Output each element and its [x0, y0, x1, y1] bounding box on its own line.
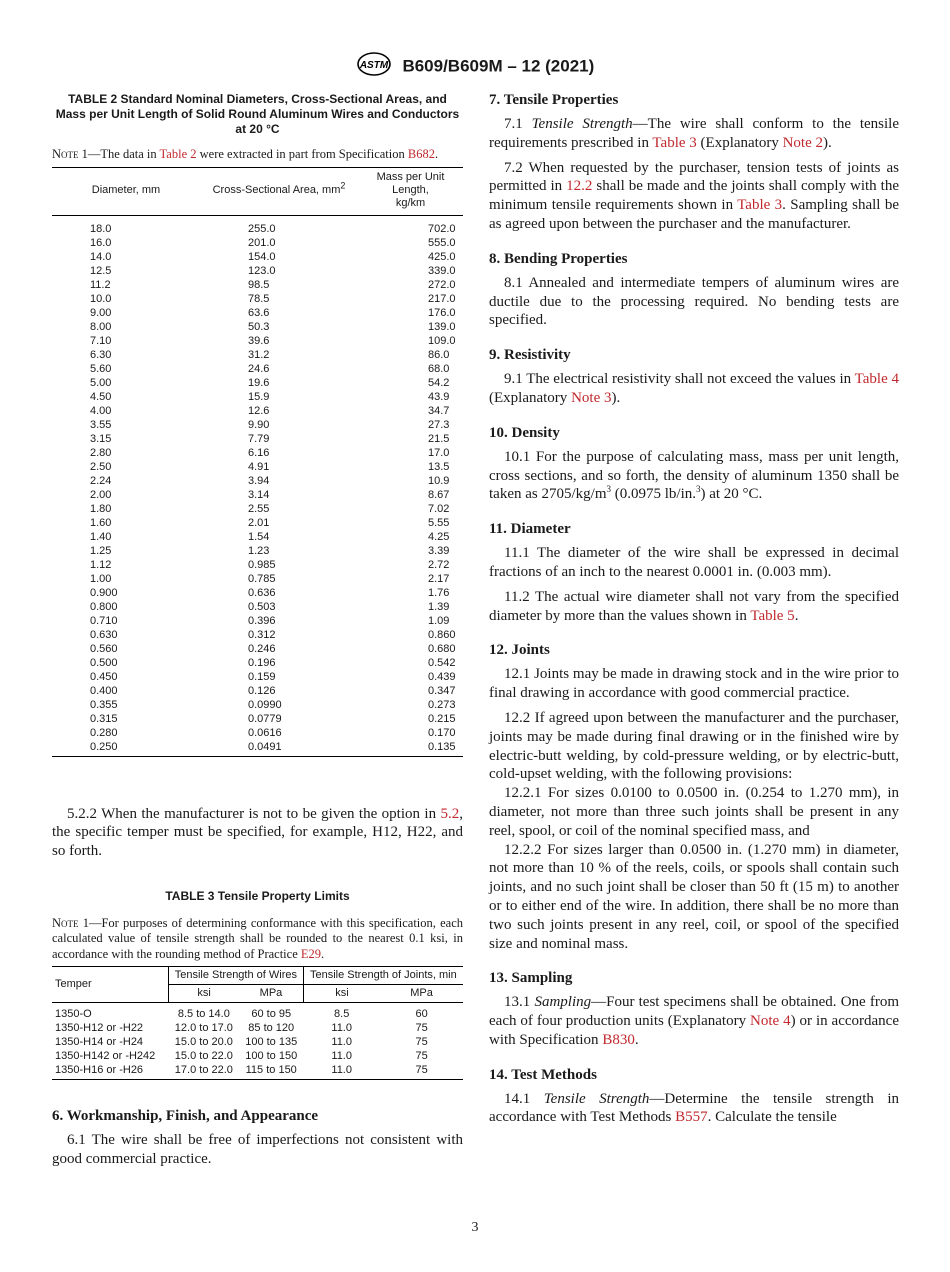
mass-cell: 0.135 — [428, 740, 456, 753]
table3-header-temper: Temper — [52, 967, 169, 1003]
area-cell: 24.6 — [248, 362, 270, 375]
diameter-cell: 0.400 — [90, 684, 118, 697]
mass-cell: 0.542 — [428, 656, 456, 669]
section-9-heading: 9. Resistivity — [489, 347, 571, 364]
mass-cell: 27.3 — [428, 418, 450, 431]
joint-ksi-cell: 11.0 — [331, 1022, 352, 1035]
mass-cell: 339.0 — [428, 264, 456, 277]
area-cell: 0.312 — [248, 628, 276, 641]
section-6-heading: 6. Workmanship, Finish, and Appearance — [52, 1108, 319, 1125]
diameter-cell: 5.00 — [90, 376, 112, 389]
note-text: —The data in — [87, 147, 160, 161]
joint-ksi-cell: 11.0 — [331, 1050, 352, 1063]
page-number: 3 — [471, 1220, 479, 1235]
para-text: (0.0975 lb/in. — [610, 486, 696, 503]
para-text: 7.2 When requested by the purchaser, tension tests of joints as permitted in — [489, 159, 899, 195]
mass-cell: 2.17 — [428, 572, 450, 585]
mass-cell: 0.273 — [428, 698, 456, 711]
diameter-cell: 5.60 — [90, 362, 112, 375]
mass-cell: 1.76 — [428, 586, 450, 599]
mass-cell: 176.0 — [428, 306, 456, 319]
para-text: 11.2 The actual wire diameter shall not vary from the specified diameter by more than the values shown in — [489, 588, 899, 624]
table-row — [52, 1049, 463, 1063]
temper-cell: 1350-H14 or -H24 — [55, 1036, 144, 1049]
diameter-cell: 1.12 — [90, 558, 112, 571]
table-row — [52, 264, 463, 278]
table2-caption: TABLE 2 Standard Nominal Diameters, Cross-Sectional Areas, and Mass per Unit Length of Solid Round Aluminum Wires and Conductors at 20 °C — [55, 92, 460, 136]
diameter-cell: 1.80 — [90, 502, 112, 515]
diameter-cell: 1.60 — [90, 516, 112, 529]
header-text: kg/km — [395, 196, 426, 209]
mass-cell: 2.72 — [428, 558, 450, 571]
table-row — [52, 334, 463, 348]
table-row — [52, 460, 463, 474]
diameter-cell: 1.25 — [90, 544, 112, 557]
table-row — [52, 698, 463, 712]
para-9-1 — [489, 370, 899, 408]
area-cell: 0.636 — [248, 586, 276, 599]
area-cell: 15.9 — [248, 390, 270, 403]
diameter-cell: 0.800 — [90, 600, 118, 613]
table-row — [52, 446, 463, 460]
wire-ksi-cell: 15.0 to 20.0 — [174, 1036, 233, 1049]
mass-cell: 272.0 — [428, 278, 456, 291]
diameter-cell: 2.50 — [90, 460, 112, 473]
area-cell: 1.23 — [248, 544, 270, 557]
table2 — [52, 167, 463, 757]
table3-header-joints: Tensile Strength of Joints, min — [303, 967, 463, 985]
mass-cell: 3.39 — [428, 544, 450, 557]
wire-mpa-cell: 60 to 95 — [251, 1008, 292, 1021]
para-text: (Explanatory — [696, 134, 783, 151]
table-row — [52, 292, 463, 306]
para-14-1 — [489, 1090, 899, 1128]
area-cell: 98.5 — [248, 278, 270, 291]
area-cell: 201.0 — [248, 236, 276, 249]
header-sup: 2 — [340, 179, 346, 190]
table-row — [52, 474, 463, 488]
table3-header-ksi: ksi — [303, 985, 380, 1003]
area-cell: 3.14 — [248, 488, 270, 501]
wire-mpa-cell: 100 to 150 — [245, 1050, 298, 1063]
table-row — [52, 684, 463, 698]
area-cell: 0.0990 — [248, 698, 282, 711]
header-text: Cross-Sectional Area, mm — [212, 183, 341, 196]
para-text: . Sampling shall be as agreed upon between the purchaser and the manufacturer. — [489, 197, 899, 232]
para-text: 10.1 For the purpose of calculating mass, mass per unit length, cross sections, and so forth, the density of aluminum 1350 shall be taken as 2705/kg/m — [489, 448, 899, 503]
mass-cell: 13.5 — [428, 460, 450, 473]
section-13-heading: 13. Sampling — [489, 970, 573, 987]
mass-cell: 0.439 — [428, 670, 456, 683]
diameter-cell: 0.315 — [90, 712, 118, 725]
astm-logo-icon — [356, 52, 392, 81]
table-row — [52, 712, 463, 726]
mass-cell: 21.5 — [428, 432, 450, 445]
wire-ksi-cell: 12.0 to 17.0 — [174, 1022, 233, 1035]
para-text: —The wire shall conform to the tensile requirements prescribed in — [489, 116, 899, 151]
area-cell: 4.91 — [248, 460, 270, 473]
area-cell: 19.6 — [248, 376, 270, 389]
table-row — [52, 320, 463, 334]
area-cell: 31.2 — [248, 348, 270, 361]
link-note-2[interactable]: Note 2 — [782, 134, 824, 151]
table-row — [52, 628, 463, 642]
table-row — [52, 1063, 463, 1080]
para-12-2-2: 12.2.2 For sizes larger than 0.0500 in. (1.270 mm) in diameter, not more than 10 % of the reels, coils, or spools shall contain such joints, and no such joint shall be closer than 50 ft (15 m) to another or to either end of the wire. In addition, there shall be no more than two such joints present in any reel, coil, or spool of the specified size and nominal mass. — [489, 841, 899, 952]
section-11-heading: 11. Diameter — [489, 521, 571, 538]
mass-cell: 0.215 — [428, 712, 456, 725]
link-5-2[interactable]: 5.2 — [440, 805, 460, 822]
area-cell: 0.196 — [248, 656, 276, 669]
section-14-heading: 14. Test Methods — [489, 1066, 597, 1083]
area-cell: 39.6 — [248, 334, 270, 347]
table3-body — [52, 1003, 463, 1080]
joint-ksi-cell: 11.0 — [331, 1064, 352, 1077]
joint-ksi-cell: 11.0 — [331, 1036, 352, 1049]
mass-cell: 68.0 — [428, 362, 450, 375]
area-cell: 255.0 — [248, 222, 276, 235]
area-cell: 123.0 — [248, 264, 276, 277]
mass-cell: 139.0 — [428, 320, 456, 333]
area-cell: 9.90 — [248, 418, 270, 431]
area-cell: 12.6 — [248, 404, 270, 417]
link-table-4[interactable]: Table 4 — [854, 371, 899, 388]
table2-header-mass — [358, 167, 463, 215]
para-em: Tensile Strength — [531, 116, 633, 132]
table-row — [52, 418, 463, 432]
note-text: . — [434, 147, 439, 161]
table-row — [52, 642, 463, 656]
table-row — [52, 1035, 463, 1049]
para-em: Tensile Strength — [543, 1090, 650, 1107]
wire-ksi-cell: 8.5 to 14.0 — [177, 1008, 230, 1021]
left-column — [52, 92, 463, 1169]
mass-cell: 0.170 — [428, 726, 456, 739]
area-cell: 1.54 — [248, 530, 270, 543]
diameter-cell: 3.55 — [90, 418, 112, 431]
area-cell: 0.396 — [248, 614, 276, 627]
mass-cell: 109.0 — [428, 334, 456, 347]
area-cell: 3.94 — [248, 474, 270, 487]
table-row — [52, 670, 463, 684]
section-8-heading: 8. Bending Properties — [489, 250, 628, 267]
document-designation: B609/B609M – 12 (2021) — [402, 56, 595, 76]
para-8-1: 8.1 Annealed and intermediate tempers of aluminum wires are ductile due to the processing required. No bending tests are specified. — [489, 274, 899, 329]
area-cell: 50.3 — [248, 320, 270, 333]
wire-mpa-cell: 85 to 120 — [248, 1022, 295, 1035]
area-cell: 0.785 — [248, 572, 276, 585]
para-7-2 — [489, 159, 899, 234]
mass-cell: 555.0 — [428, 236, 456, 249]
table-row — [52, 558, 463, 572]
para-12-1: 12.1 Joints may be made in drawing stock and in the wire prior to final drawing in accordance with good commercial practice. — [489, 666, 899, 702]
table-row — [52, 600, 463, 614]
table-row — [52, 726, 463, 740]
section-7-heading: 7. Tensile Properties — [489, 92, 619, 108]
mass-cell: 217.0 — [428, 292, 456, 305]
para-text: —Determine the tensile strength in accordance with Test Methods — [489, 1090, 900, 1126]
mass-cell: 54.2 — [428, 376, 450, 389]
logo-text: ASTM — [359, 60, 388, 71]
table-row — [52, 236, 463, 250]
diameter-cell: 4.50 — [90, 390, 112, 403]
table3-header-mpa: MPa — [239, 985, 303, 1003]
table3 — [52, 966, 463, 1080]
diameter-cell: 11.2 — [90, 278, 111, 291]
diameter-cell: 1.00 — [90, 572, 112, 585]
para-text: . Calculate the tensile — [707, 1109, 837, 1126]
area-cell: 0.0616 — [248, 726, 282, 739]
area-cell: 154.0 — [248, 250, 276, 263]
area-cell: 2.01 — [248, 516, 270, 529]
area-cell: 63.6 — [248, 306, 270, 319]
diameter-cell: 2.00 — [90, 488, 112, 501]
para-12-2-1: 12.2.1 For sizes 0.0100 to 0.0500 in. (0.254 to 1.270 mm), in diameter, not more than three such joints shall be present in any reel, spool, or coil of the nominal specified mass, and — [489, 785, 899, 839]
para-12-2: 12.2 If agreed upon between the manufacturer and the purchaser, joints may be made during final drawing or in the finished wire by electric-butt welding, by cold-pressure welding, or by electric-butt, cold-upset welding, with the following provisions: — [489, 709, 899, 783]
table2-body — [52, 215, 463, 756]
table-row — [52, 544, 463, 558]
link-note-3[interactable]: Note 3 — [571, 389, 612, 406]
table-row — [52, 432, 463, 446]
area-cell: 0.0491 — [248, 740, 282, 753]
para-10-1 — [489, 448, 899, 504]
right-column — [489, 92, 899, 1127]
para-11-1: 11.1 The diameter of the wire shall be expressed in decimal fractions of an inch to the nearest 0.0001 in. (0.003 mm). — [489, 545, 899, 580]
table-row — [52, 306, 463, 320]
note-text: . — [321, 946, 325, 961]
table-row — [52, 404, 463, 418]
area-cell: 0.985 — [248, 558, 276, 571]
mass-cell: 425.0 — [428, 250, 456, 263]
para-text: ). — [823, 134, 832, 151]
mass-cell: 1.39 — [428, 600, 450, 613]
diameter-cell: 3.15 — [90, 432, 112, 445]
joint-mpa-cell: 60 — [415, 1008, 428, 1021]
table2-header-diameter: Diameter, mm — [52, 167, 200, 215]
wire-ksi-cell: 17.0 to 22.0 — [174, 1064, 233, 1077]
table-row — [52, 1003, 463, 1022]
joint-mpa-cell: 75 — [415, 1022, 428, 1035]
para-7-1 — [489, 115, 899, 153]
area-cell: 0.159 — [248, 670, 276, 683]
table-row — [52, 250, 463, 264]
table-row — [52, 278, 463, 292]
table-row — [52, 1021, 463, 1035]
table-row — [52, 502, 463, 516]
joint-mpa-cell: 75 — [415, 1050, 428, 1063]
diameter-cell: 7.10 — [90, 334, 112, 347]
para-sup: 3 — [695, 484, 701, 495]
para-11-2 — [489, 588, 899, 626]
diameter-cell: 16.0 — [90, 236, 112, 249]
header-text: Mass per Unit Length, — [376, 170, 445, 196]
diameter-cell: 0.280 — [90, 726, 118, 739]
table-row — [52, 362, 463, 376]
table3-header-wires: Tensile Strength of Wires — [169, 967, 304, 985]
mass-cell: 4.25 — [428, 530, 450, 543]
mass-cell: 702.0 — [428, 222, 456, 235]
area-cell: 0.0779 — [248, 712, 282, 725]
diameter-cell: 0.250 — [90, 740, 118, 753]
para-text: . — [794, 607, 799, 624]
area-cell: 0.126 — [248, 684, 276, 697]
diameter-cell: 8.00 — [90, 320, 112, 333]
para-text: shall be made and the joints shall comply with the minimum tensile requirements shown in — [489, 178, 900, 214]
area-cell: 78.5 — [248, 292, 270, 305]
table-row — [52, 348, 463, 362]
table-row — [52, 586, 463, 600]
mass-cell: 8.67 — [428, 488, 450, 501]
note-text: were extracted in part from Specification — [196, 147, 408, 161]
temper-cell: 1350-O — [55, 1008, 92, 1021]
link-table-3[interactable]: Table 3 — [737, 197, 783, 214]
mass-cell: 43.9 — [428, 390, 450, 403]
table2-note — [52, 147, 463, 163]
page-header — [0, 52, 950, 81]
para-sup: 3 — [606, 484, 611, 495]
para-text: . — [634, 1031, 639, 1048]
diameter-cell: 0.500 — [90, 656, 118, 669]
link-note-4[interactable]: Note 4 — [750, 1013, 791, 1030]
para-text: 7.1 — [504, 116, 532, 132]
para-text: 13.1 — [504, 994, 535, 1011]
diameter-cell: 0.355 — [90, 698, 118, 711]
temper-cell: 1350-H142 or -H242 — [55, 1050, 156, 1063]
table-row — [52, 572, 463, 586]
area-cell: 6.16 — [248, 446, 270, 459]
para-text: ) or in accordance with Specification — [489, 1013, 899, 1048]
mass-cell: 1.09 — [428, 614, 450, 627]
wire-ksi-cell: 15.0 to 22.0 — [174, 1050, 233, 1063]
diameter-cell: 2.24 — [90, 474, 112, 487]
link-b830[interactable]: B830 — [602, 1031, 635, 1048]
para-em: Sampling — [534, 994, 592, 1011]
area-cell: 0.503 — [248, 600, 276, 613]
table-row — [52, 516, 463, 530]
link-table-5[interactable]: Table 5 — [750, 607, 795, 624]
para-text: (Explanatory — [489, 389, 572, 406]
diameter-cell: 14.0 — [90, 250, 112, 263]
diameter-cell: 12.5 — [90, 264, 112, 277]
area-cell: 7.79 — [248, 432, 270, 445]
table-row — [52, 390, 463, 404]
mass-cell: 17.0 — [428, 446, 450, 459]
link-12-2[interactable]: 12.2 — [566, 178, 593, 195]
para-text: 5.2.2 When the manufacturer is not to be given the option in — [67, 805, 441, 822]
diameter-cell: 4.00 — [90, 404, 112, 417]
joint-ksi-cell: 8.5 — [334, 1008, 350, 1021]
table3-header-mpa: MPa — [380, 985, 463, 1003]
table-row — [52, 614, 463, 628]
temper-cell: 1350-H16 or -H26 — [55, 1064, 144, 1077]
area-cell: 2.55 — [248, 502, 270, 515]
mass-cell: 10.9 — [428, 474, 450, 487]
link-table-3[interactable]: Table 3 — [652, 134, 697, 151]
para-5-2-2 — [52, 805, 463, 861]
wire-mpa-cell: 115 to 150 — [245, 1064, 297, 1077]
note-text: —For purposes of determining conformance with this specification, each calculated value of tensile strength shall be rounded to the nearest 0.1 ksi, in accordance with the rounding method of Practice — [52, 915, 463, 961]
para-text: , the specific temper must be specified, for example, H12, H22, and so forth. — [52, 805, 463, 860]
joint-mpa-cell: 75 — [415, 1036, 428, 1049]
table-row — [52, 215, 463, 236]
table3-caption: TABLE 3 Tensile Property Limits — [165, 888, 350, 903]
diameter-cell: 10.0 — [90, 292, 112, 305]
section-10-heading: 10. Density — [489, 424, 560, 441]
table-row — [52, 488, 463, 502]
joint-mpa-cell: 75 — [415, 1064, 428, 1077]
table-row — [52, 530, 463, 544]
table-row — [52, 656, 463, 670]
mass-cell: 0.347 — [428, 684, 456, 697]
note-label: Note 1 — [52, 915, 89, 930]
temper-cell: 1350-H12 or -H22 — [55, 1022, 144, 1035]
diameter-cell: 0.450 — [90, 670, 118, 683]
section-12-heading: 12. Joints — [489, 642, 550, 659]
table3-note — [52, 916, 463, 963]
link-table-2[interactable]: Table 2 — [159, 147, 197, 161]
table-row — [52, 740, 463, 757]
diameter-cell: 2.80 — [90, 446, 112, 459]
link-b557[interactable]: B557 — [675, 1109, 708, 1126]
para-13-1 — [489, 993, 899, 1049]
area-cell: 0.246 — [248, 642, 276, 655]
table2-header-area — [200, 167, 358, 215]
diameter-cell: 6.30 — [90, 348, 112, 361]
table-row — [52, 376, 463, 390]
diameter-cell: 0.900 — [90, 586, 118, 599]
mass-cell: 0.680 — [428, 642, 456, 655]
wire-mpa-cell: 100 to 135 — [245, 1036, 298, 1049]
mass-cell: 86.0 — [428, 348, 450, 361]
para-text: ) at 20 °C. — [700, 486, 763, 503]
diameter-cell: 0.710 — [90, 614, 118, 627]
diameter-cell: 9.00 — [90, 306, 112, 319]
table3-header-ksi: ksi — [169, 985, 240, 1003]
link-e29[interactable]: E29 — [300, 946, 322, 961]
mass-cell: 7.02 — [428, 502, 450, 515]
link-b682[interactable]: B682 — [407, 147, 435, 161]
para-text: 14.1 — [504, 1090, 544, 1107]
diameter-cell: 0.560 — [90, 642, 118, 655]
mass-cell: 0.860 — [428, 628, 456, 641]
mass-cell: 5.55 — [428, 516, 450, 529]
para-6-1: 6.1 The wire shall be free of imperfections not consistent with good commercial practice. — [52, 1132, 463, 1168]
diameter-cell: 0.630 — [90, 628, 118, 641]
diameter-cell: 18.0 — [90, 222, 112, 235]
diameter-cell: 1.40 — [90, 530, 112, 543]
para-text: 9.1 The electrical resistivity shall not exceed the values in — [504, 371, 855, 388]
mass-cell: 34.7 — [428, 404, 450, 417]
para-text: —Four test specimens shall be obtained. One from each of four production units (Explanatory — [489, 994, 900, 1030]
note-label: Note 1 — [52, 147, 88, 161]
para-text: ). — [611, 389, 621, 406]
